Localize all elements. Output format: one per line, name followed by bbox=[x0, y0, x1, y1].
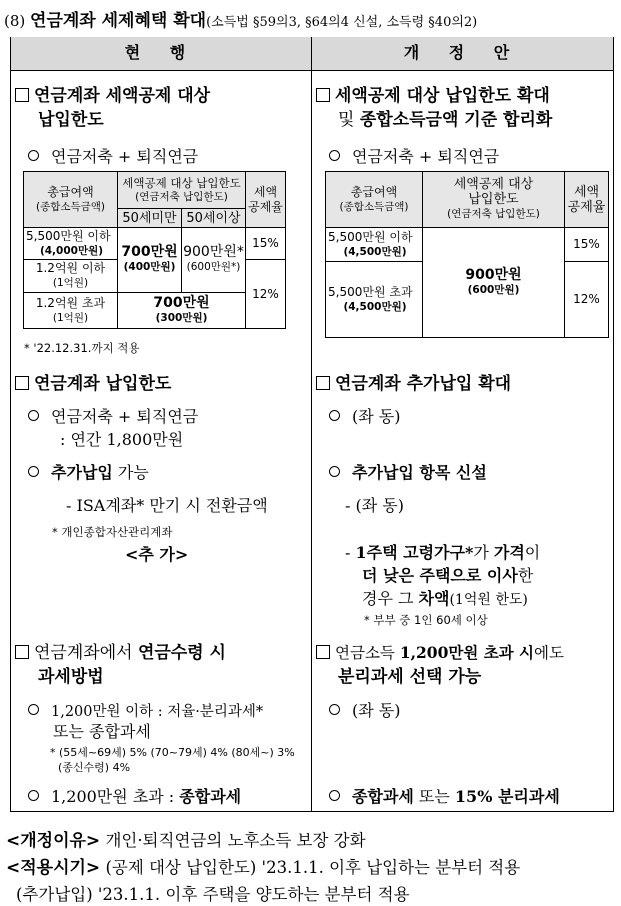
apply-label: <적용시기> bbox=[6, 858, 101, 878]
checkbox-square-icon bbox=[316, 645, 330, 659]
td-r1-income: 5,500만원 이하 (4,000만원) bbox=[24, 228, 118, 260]
checkbox-square-icon bbox=[15, 645, 29, 659]
header-proposed: 개 정 안 bbox=[312, 37, 613, 71]
left-s3-title: 연금계좌에서 연금수령 시 bbox=[15, 641, 226, 665]
right-s1-title-2: 및 종합소득금액 기준 합리화 bbox=[338, 110, 553, 130]
right-s1-bullet: 연금저축 + 퇴직연금 bbox=[329, 145, 499, 168]
left-s3-bullet1-sub: 또는 종합과세 bbox=[53, 722, 151, 741]
left-s1-title-2: 납입한도 bbox=[38, 110, 104, 130]
header-current: 현 행 bbox=[11, 37, 311, 71]
section-number: (8) bbox=[4, 12, 26, 30]
left-s3-bullet1: 1,200만원 이하 : 저율·분리과세* bbox=[28, 699, 263, 724]
th-over50: 50세이상 bbox=[182, 209, 246, 228]
law-references: (소득법 §59의3, §64의4 신설, 소득령 §40의2) bbox=[206, 15, 478, 30]
circle-bullet-icon bbox=[28, 466, 39, 477]
td-limit: 900만원 (600만원) bbox=[423, 228, 565, 338]
circle-bullet-icon bbox=[28, 790, 39, 801]
td-rate-12: 12% bbox=[246, 260, 286, 329]
circle-bullet-icon bbox=[329, 704, 340, 715]
left-s3-note1: * (55세~69세) 5% (70~79세) 4% (80세~) 3% bbox=[50, 746, 295, 759]
left-s2-dash: - ISA계좌* 만기 시 전환금액 bbox=[66, 496, 268, 515]
column-divider bbox=[311, 37, 312, 812]
td-under50-limit: 700만원 (400만원) bbox=[118, 228, 182, 293]
checkbox-square-icon bbox=[15, 376, 29, 390]
right-s2-title: 연금계좌 추가납입 확대 bbox=[316, 372, 511, 396]
right-s2-dash2-line2: 더 낮은 주택으로 이사한 bbox=[362, 566, 534, 585]
right-s2-note: * 부부 중 1인 60세 이상 bbox=[364, 613, 488, 627]
td-r3-limit: 700만원 (300만원) bbox=[118, 293, 246, 329]
checkbox-square-icon bbox=[316, 88, 330, 102]
checkbox-square-icon bbox=[15, 88, 29, 102]
td-over50-limit: 900만원* (600만원*) bbox=[182, 228, 246, 293]
circle-bullet-icon bbox=[28, 410, 39, 421]
left-table-note: * '22.12.31.까지 적용 bbox=[24, 341, 140, 355]
th-rate: 세액 공제율 bbox=[565, 172, 609, 228]
left-s3-title-2: 과세방법 bbox=[38, 667, 104, 687]
section-title bbox=[4, 6, 477, 31]
left-s3-bullet2: 1,200만원 초과 : 종합과세 bbox=[28, 785, 241, 808]
right-s3-bullet2: 종합과세 또는 15% 분리과세 bbox=[329, 785, 560, 808]
th-income: 총급여액 (종합소득금액) bbox=[24, 172, 118, 228]
th-under50: 50세미만 bbox=[118, 209, 182, 228]
reason-label: <개정이유> bbox=[6, 831, 101, 851]
left-s3-note2: (종신수령) 4% bbox=[58, 761, 131, 774]
td-r2-income: 1.2억원 이하 (1억원) bbox=[24, 260, 118, 293]
td-r2-income: 5,500만원 초과 (4,500만원) bbox=[326, 262, 423, 338]
right-s1-title: 세액공제 대상 납입한도 확대 bbox=[316, 84, 550, 108]
th-limit: 세액공제 대상 납입한도 (연금저축 납입한도) bbox=[118, 172, 246, 209]
section-heading: 연금계좌 세제혜택 확대 bbox=[30, 11, 207, 31]
th-income: 총급여액 (종합소득금액) bbox=[326, 172, 423, 228]
th-limit: 세액공제 대상 납입한도 (연금저축 납입한도) bbox=[423, 172, 565, 228]
right-s2-bullet1: (좌 동) bbox=[329, 405, 400, 428]
left-s2-bullet1-sub: : 연간 1,800만원 bbox=[60, 430, 184, 449]
td-r3-income: 1.2억원 초과 (1억원) bbox=[24, 293, 118, 329]
right-s2-bullet2: 추가납입 항목 신설 bbox=[329, 461, 487, 484]
left-s2-title: 연금계좌 납입한도 bbox=[15, 372, 171, 396]
left-limit-table bbox=[23, 171, 286, 329]
circle-bullet-icon bbox=[28, 704, 39, 715]
reason-text: 개인·퇴직연금의 노후소득 보장 강화 bbox=[105, 831, 366, 850]
right-s3-bullet1: (좌 동) bbox=[329, 699, 400, 722]
left-s1-bullet: 연금저축 + 퇴직연금 bbox=[28, 145, 198, 168]
circle-bullet-icon bbox=[329, 466, 340, 477]
right-s2-dash2: - 1주택 고령가구*가 가격이 bbox=[345, 543, 541, 562]
circle-bullet-icon bbox=[329, 410, 340, 421]
checkbox-square-icon bbox=[316, 376, 330, 390]
td-rate-15: 15% bbox=[246, 228, 286, 260]
td-r1-income: 5,500만원 이하 (4,500만원) bbox=[326, 228, 423, 262]
th-rate: 세액 공제율 bbox=[246, 172, 286, 228]
left-s2-bullet1: 연금저축 + 퇴직연금 bbox=[28, 405, 198, 428]
circle-bullet-icon bbox=[329, 150, 340, 161]
left-s2-bullet2: 추가납입 가능 bbox=[28, 461, 149, 484]
right-s2-dash1: - (좌 동) bbox=[345, 496, 404, 515]
td-rate-15: 15% bbox=[565, 228, 609, 262]
apply-text-1: (공제 대상 납입한도) '23.1.1. 이후 납입하는 분부터 적용 bbox=[105, 858, 521, 877]
left-s2-note: * 개인종합자산관리계좌 bbox=[52, 525, 173, 539]
td-rate-12: 12% bbox=[565, 262, 609, 338]
right-s3-title-2: 분리과세 선택 가능 bbox=[338, 667, 482, 687]
right-s3-title: 연금소득 1,200만원 초과 시에도 bbox=[316, 641, 564, 665]
apply-line-1 bbox=[6, 853, 520, 878]
left-s2-add: <추 가> bbox=[125, 545, 189, 564]
circle-bullet-icon bbox=[329, 790, 340, 801]
apply-line-2: (추가납입) '23.1.1. 이후 주택을 양도하는 분부터 적용 bbox=[16, 885, 410, 904]
right-limit-table bbox=[325, 171, 609, 338]
reason-line bbox=[6, 826, 366, 851]
circle-bullet-icon bbox=[28, 150, 39, 161]
right-s2-dash2-line3: 경우 그 차액(1억원 한도) bbox=[362, 589, 528, 608]
left-s1-title: 연금계좌 세액공제 대상 bbox=[15, 84, 210, 108]
